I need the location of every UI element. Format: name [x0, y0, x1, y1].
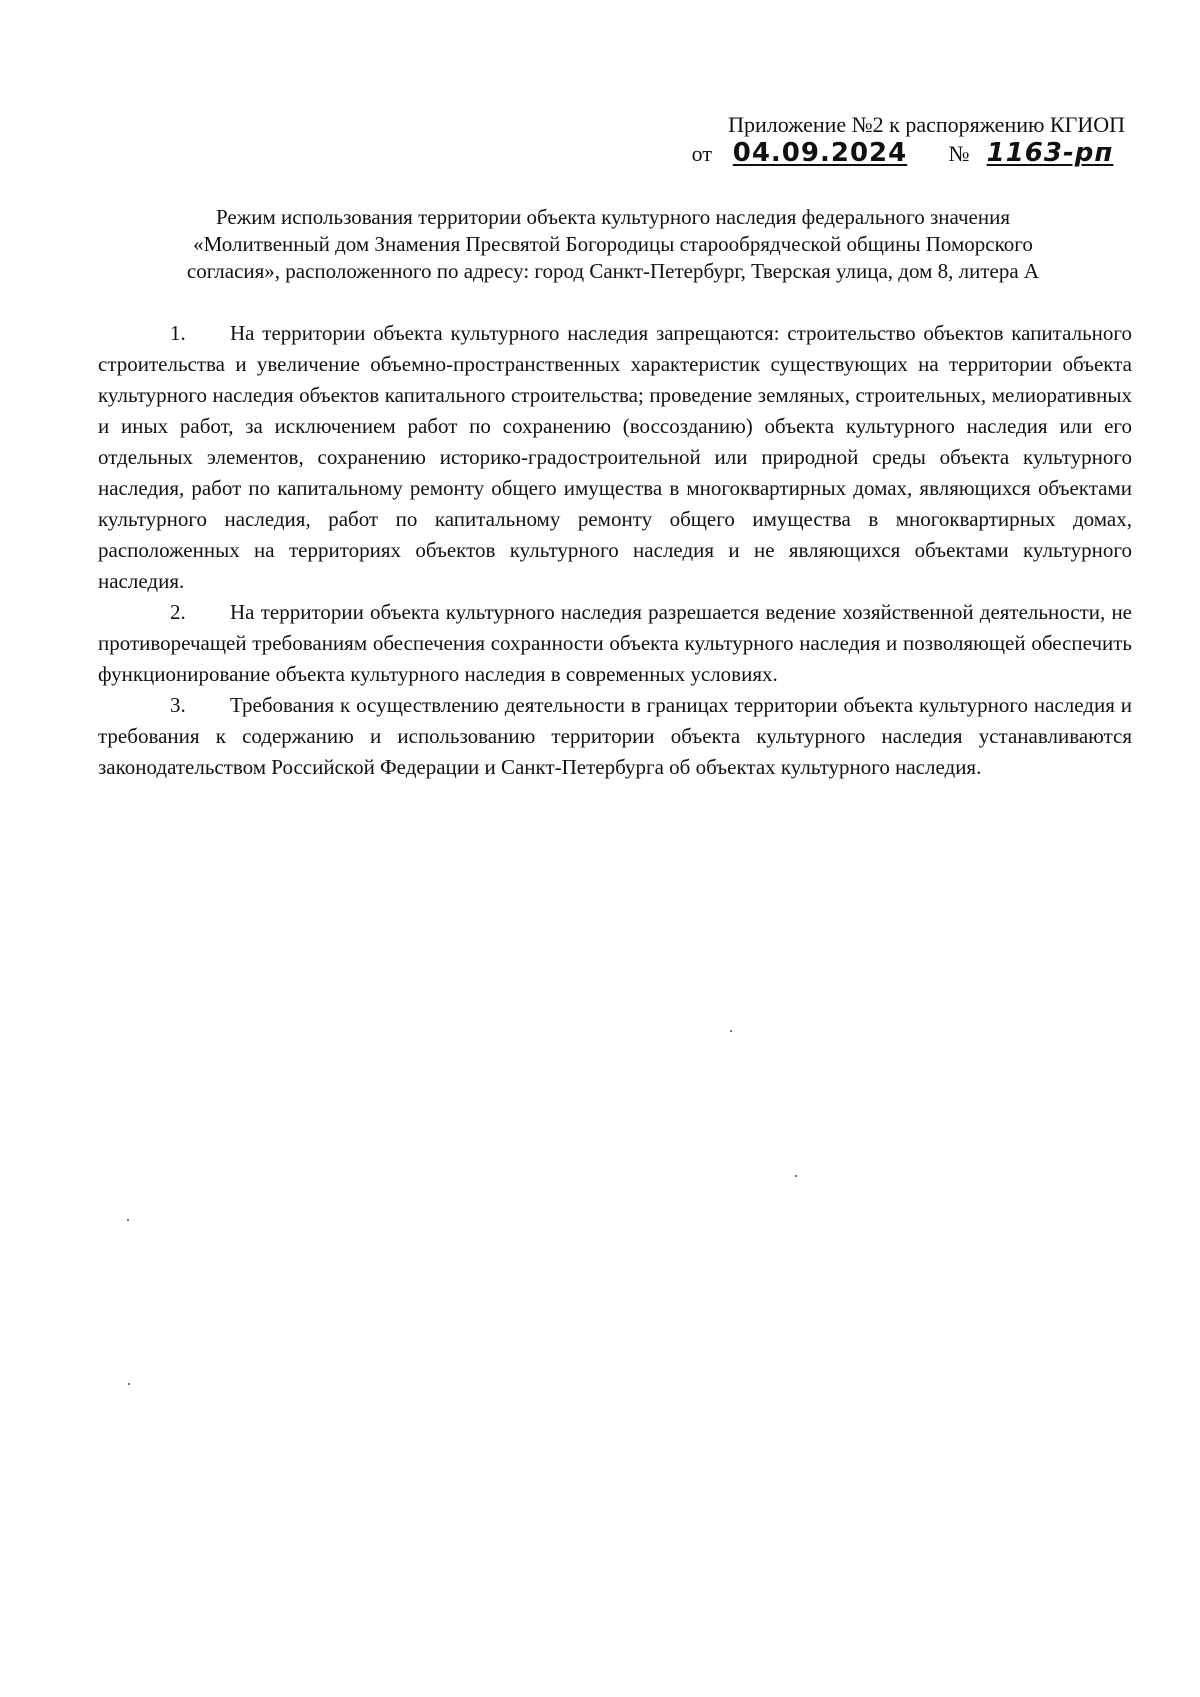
document-title: [98, 204, 1128, 285]
title-line: «Молитвенный дом Знамения Пресвятой Богородицы старообрядческой общины Поморского: [193, 232, 1033, 256]
document-body: [98, 318, 1132, 783]
paragraph-3: [98, 690, 1132, 783]
appendix-title: Приложение №2 к распоряжению КГИОП: [728, 112, 1125, 137]
paragraph-1: [98, 318, 1132, 597]
paragraph-number: 3.: [170, 693, 186, 717]
title-line: согласия», расположенного по адресу: город Санкт-Петербург, Тверская улица, дом 8, литера А: [186, 259, 1040, 283]
paragraph-text: Требования к осуществлению деятельности в границах территории объекта культурного наследия и требования к содержанию и использованию территории объекта культурного наследия устанавливаются законодательством Российской Федерации и Санкт-Петербурга об объектах культурного наследия.: [98, 693, 1132, 779]
date-prefix: от: [691, 141, 712, 166]
title-line: Режим использования территории объекта культурного наследия федерального значения: [215, 205, 1011, 229]
paragraph-number: 1.: [170, 321, 186, 345]
scan-speck: [127, 1219, 129, 1221]
handwritten-number: 1163-рп: [986, 138, 1114, 168]
order-date-number: [692, 139, 1125, 168]
scan-speck: [795, 1175, 797, 1177]
scan-speck: [128, 1383, 130, 1385]
handwritten-date: 04.09.2024: [732, 138, 908, 168]
number-prefix: №: [948, 141, 970, 166]
paragraph-text: На территории объекта культурного наследия запрещаются: строительство объектов капитального строительства и увеличение объемно-пространственных характеристик существующих на территории объекта культурного наследия объектов капитального строительства; проведение земляных, строительных, мелиоративных и иных работ, за исключением работ по сохранению (воссозданию) объекта культурного наследия или его отдельных элементов, сохранению историко-градостроительной или природной среды объекта культурного наследия, работ по капитальному ремонту общего имущества в многоквартирных домах, являющихся объектами культурного наследия, работ по капитальному ремонту общего имущества в многоквартирных домах, расположенных на территориях объектов культурного наследия и не являющихся объектами культурного наследия.: [98, 321, 1132, 593]
paragraph-2: [98, 597, 1132, 690]
scan-speck: [730, 1030, 732, 1032]
appendix-header: [692, 110, 1125, 168]
paragraph-number: 2.: [170, 600, 186, 624]
paragraph-text: На территории объекта культурного наследия разрешается ведение хозяйственной деятельности, не противоречащей требованиям обеспечения сохранности объекта культурного наследия и позволяющей обеспечить функционирование объекта культурного наследия в современных условиях.: [98, 600, 1132, 686]
